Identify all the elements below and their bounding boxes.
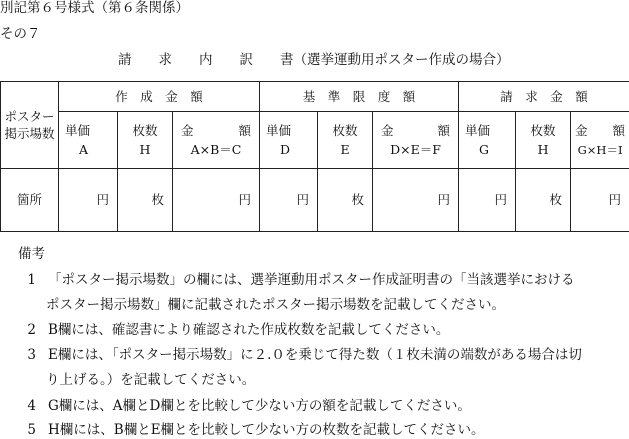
data-row [1,169,629,232]
group-header-limit: 基 準 限 度 額 [260,82,459,112]
col-label-right: 額 [437,122,451,138]
col-unit-price-d [260,112,318,169]
breakdown-table [0,81,629,232]
note-line: H欄には、B欄とE欄とを比較して少ない方の枚数を記載してください。 [48,422,485,438]
page-title [118,54,510,68]
amount-c-cell[interactable]: 円 [173,169,260,232]
note-item-1 [10,274,575,288]
note-line: 「ポスター掲示場数」の欄には、選挙運動用ポスター作成証明書の「当該選挙における [48,272,575,288]
group-header-row [1,82,629,112]
amount-i-cell[interactable]: 円 [571,169,629,232]
col-label: 枚数 [132,122,158,138]
group-header-creation: 作 成 金 額 [59,82,260,112]
col-sub: D×E＝F [390,142,441,157]
col-count-e [318,112,373,169]
col-sub: A×B＝C [190,142,242,157]
col-label: 枚数 [332,122,358,138]
data-row-label: 箇所 [1,169,59,232]
col-label-left: 金 [181,122,194,138]
col-label: 枚数 [530,122,556,138]
unit-price-a-cell[interactable]: 円 [59,169,118,232]
note-item-1-cont: ポスター掲示場数」欄に記載されたポスター掲示場数を記載してください。 [46,297,505,313]
sub-label: その７ [0,26,41,42]
col-count-b [118,112,173,169]
count-e-cell[interactable]: 枚 [318,169,373,232]
unit-price-d-cell[interactable]: 円 [260,169,318,232]
col-sub: E [340,142,350,157]
note-num: 1 [27,272,36,288]
col-amount-f [373,112,459,169]
note-item-4 [10,400,471,414]
col-label-right: 額 [238,122,252,138]
row-header-cell [1,82,59,169]
row-header-line1: ポスター [4,108,55,124]
notes-heading: 備考 [18,246,45,262]
col-sub: A [79,142,89,157]
form-label: 別記第６号様式（第６条関係） [0,0,189,16]
note-num: 5 [27,422,36,438]
col-label-left: 金 [575,123,588,139]
col-label-left: 金 [381,122,394,138]
note-item-5 [10,424,485,438]
column-header-row [1,112,629,169]
count-b-cell[interactable]: 枚 [118,169,173,232]
count-h-cell[interactable]: 枚 [516,169,571,232]
col-label: 単価 [266,122,292,138]
col-count-h [516,112,571,169]
note-num: 3 [27,347,36,363]
col-amount-c [173,112,260,169]
note-line: E欄には、「ポスター掲示場数」に２.０を乗じて得た数（１枚未満の端数がある場合は切 [48,347,582,363]
unit-price-g-cell[interactable]: 円 [459,169,516,232]
col-sub: H [537,142,549,157]
col-label-right: 額 [612,123,626,139]
col-amount-i [571,112,629,169]
note-num: 2 [27,322,36,338]
col-sub: G [479,142,490,157]
col-label: 単価 [65,122,91,138]
col-sub: G×H＝I [577,142,623,157]
title-main: 請 求 内 訳 書 [118,52,294,68]
col-unit-price-g [459,112,516,169]
note-num: 4 [27,398,36,414]
note-item-3-cont: り上げる。）を記載してください。 [46,372,256,388]
amount-f-cell[interactable]: 円 [373,169,459,232]
note-line: G欄には、A欄とD欄とを比較して少ない方の額を記載してください。 [48,398,471,414]
row-header-line2: 掲示場数 [4,126,55,141]
col-label: 単価 [465,122,491,138]
note-line: B欄には、確認書により確認された作成枚数を記載してください。 [48,322,450,338]
col-sub: D [280,142,291,157]
note-item-3 [10,349,582,363]
title-paren: （選挙運動用ポスター作成の場合） [293,52,510,68]
note-item-2 [10,324,449,338]
col-sub: H [139,142,151,157]
col-unit-price-a [59,112,118,169]
group-header-claim: 請 求 金 額 [459,82,629,112]
